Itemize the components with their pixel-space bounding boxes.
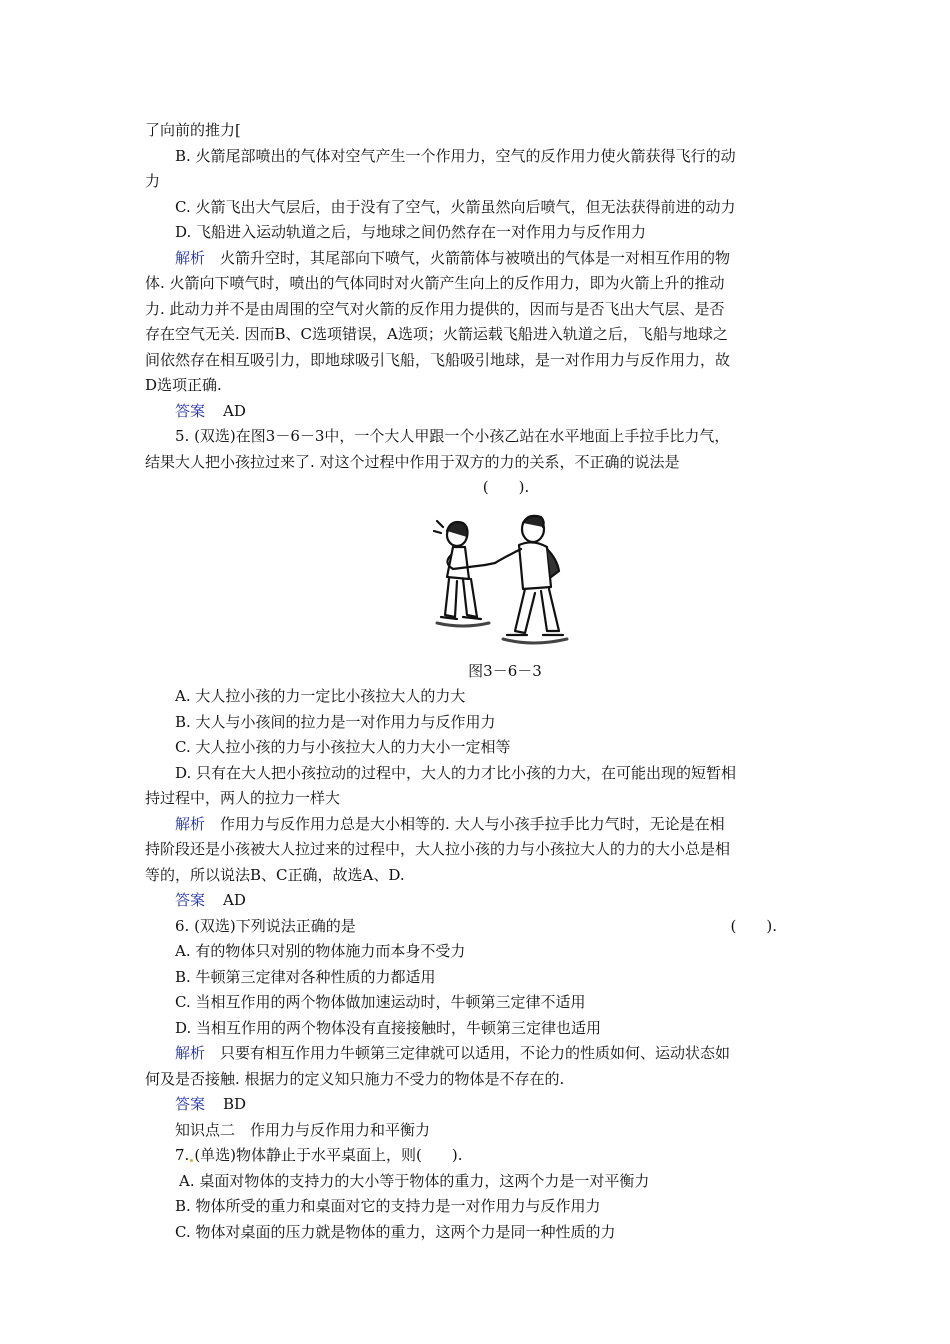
- q4-analysis-line4: 存在空气无关. 因而B、C选项错误，A选项；火箭运载飞船进入轨道之后，飞船与地球之: [145, 325, 728, 343]
- mark-dot-icon: [190, 1159, 193, 1162]
- q7-stem: 7. (单选)物体静止于水平桌面上，则( ).: [175, 1146, 463, 1164]
- q4-option-d: D. 飞船进入运动轨道之后，与地球之间仍然存在一对作用力与反作用力: [175, 223, 647, 241]
- q5-figure: [145, 507, 807, 657]
- q5-option-d-line2: 持过程中，两人的拉力一样大: [145, 789, 341, 807]
- q6-option-a: A. 有的物体只对别的物体施力而本身不受力: [175, 942, 466, 960]
- q6-analysis-line1: 解析 只要有相互作用力牛顿第三定律就可以适用，不论力的性质如何、运动状态如: [175, 1044, 731, 1062]
- answer-label: 答案: [175, 401, 206, 420]
- q5-option-d-line1: D. 只有在大人把小孩拉动的过程中，大人的力才比小孩的力大，在可能出现的短暂相: [175, 763, 737, 782]
- q5-analysis-line3: 等的，所以说法B、C正确，故选A、D.: [145, 865, 405, 884]
- q4-analysis-line5: 间依然存在相互吸引力，即地球吸引飞船，飞船吸引地球，是一对作用力与反作用力，故: [145, 350, 731, 369]
- q7-option-c: C. 物体对桌面的压力就是物体的重力，这两个力是同一种性质的力: [175, 1222, 616, 1241]
- q5-option-a: A. 大人拉小孩的力一定比小孩拉大人的力大: [175, 687, 466, 705]
- q5-stem-line2: 结果大人把小孩拉过来了. 对这个过程中作用于双方的力的关系，不正确的说法是: [145, 452, 680, 471]
- analysis-label: 解析: [175, 1044, 206, 1062]
- q4-option-b-line2: 力: [145, 172, 161, 190]
- answer-label: 答案: [175, 891, 206, 909]
- q6-analysis-line2: 何及是否接触. 根据力的定义知只施力不受力的物体是不存在的.: [145, 1069, 565, 1088]
- q5-stem-line1: 5. (双选)在图3－6－3中，一个大人甲跟一个小孩乙站在水平地面上手拉手比力气，: [175, 427, 730, 445]
- tug-figure-illustration: [433, 507, 693, 657]
- q4-analysis-line3: 力. 此动力并不是由周围的空气对火箭的反作用力提供的，因而与是否飞出大气层、是否: [145, 299, 725, 318]
- q6-answer-paren: ( ).: [730, 916, 777, 935]
- q5-answer-paren: ( ).: [482, 478, 530, 496]
- document-body: [145, 118, 807, 1245]
- q5-answer: [145, 888, 807, 914]
- q4-option-c: C. 火箭飞出大气层后，由于没有了空气，火箭虽然向后喷气，但无法获得前进的动力: [175, 197, 736, 216]
- q6-answer: [145, 1092, 807, 1118]
- q4-answer: [145, 399, 807, 425]
- q6-option-c: C. 当相互作用的两个物体做加速运动时，牛顿第三定律不适用: [175, 993, 586, 1011]
- q4-analysis-line6: D选项正确.: [145, 376, 222, 394]
- q5-option-b: B. 大人与小孩间的拉力是一对作用力与反作用力: [175, 712, 496, 731]
- analysis-label: 解析: [175, 248, 206, 267]
- q4-analysis-line1: 解析 火箭升空时，其尾部向下喷气，火箭箭体与被喷出的气体是一对相互作用的物: [175, 248, 731, 267]
- q5-analysis-line2: 持阶段还是小孩被大人拉过来的过程中，大人拉小孩的力与小孩拉大人的力的大小总是相: [145, 840, 731, 858]
- q5-figure-caption: 图3－6－3: [468, 661, 542, 680]
- q4-continuation: 了向前的推力[: [145, 121, 241, 139]
- q6-stem: 6. (双选)下列说法正确的是 ( ).: [145, 914, 807, 940]
- answer-value: BD: [223, 1095, 247, 1113]
- q5-analysis-line1: 解析 作用力与反作用力总是大小相等的. 大人与小孩手拉手比力气时，无论是在相: [175, 814, 725, 833]
- answer-value: AD: [223, 401, 246, 420]
- q6-option-d: D. 当相互作用的两个物体没有直接接触时，牛顿第三定律也适用: [175, 1018, 602, 1037]
- q7-option-a: A. 桌面对物体的支持力的大小等于物体的重力，这两个力是一对平衡力: [179, 1171, 650, 1190]
- q6-option-b: B. 牛顿第三定律对各种性质的力都适用: [175, 967, 436, 986]
- section-heading: 知识点二 作用力与反作用力和平衡力: [175, 1120, 431, 1139]
- q7-option-b: B. 物体所受的重力和桌面对它的支持力是一对作用力与反作用力: [175, 1197, 601, 1215]
- answer-label: 答案: [175, 1095, 206, 1113]
- q5-option-c: C. 大人拉小孩的力与小孩拉大人的力大小一定相等: [175, 738, 511, 756]
- q4-option-b-line1: B. 火箭尾部喷出的气体对空气产生一个作用力，空气的反作用力使火箭获得飞行的动: [175, 146, 736, 165]
- q4-analysis-line2: 体. 火箭向下喷气时，喷出的气体同时对火箭产生向上的反作用力，即为火箭上升的推动: [145, 274, 725, 292]
- answer-value: AD: [223, 891, 246, 909]
- analysis-label: 解析: [175, 814, 206, 833]
